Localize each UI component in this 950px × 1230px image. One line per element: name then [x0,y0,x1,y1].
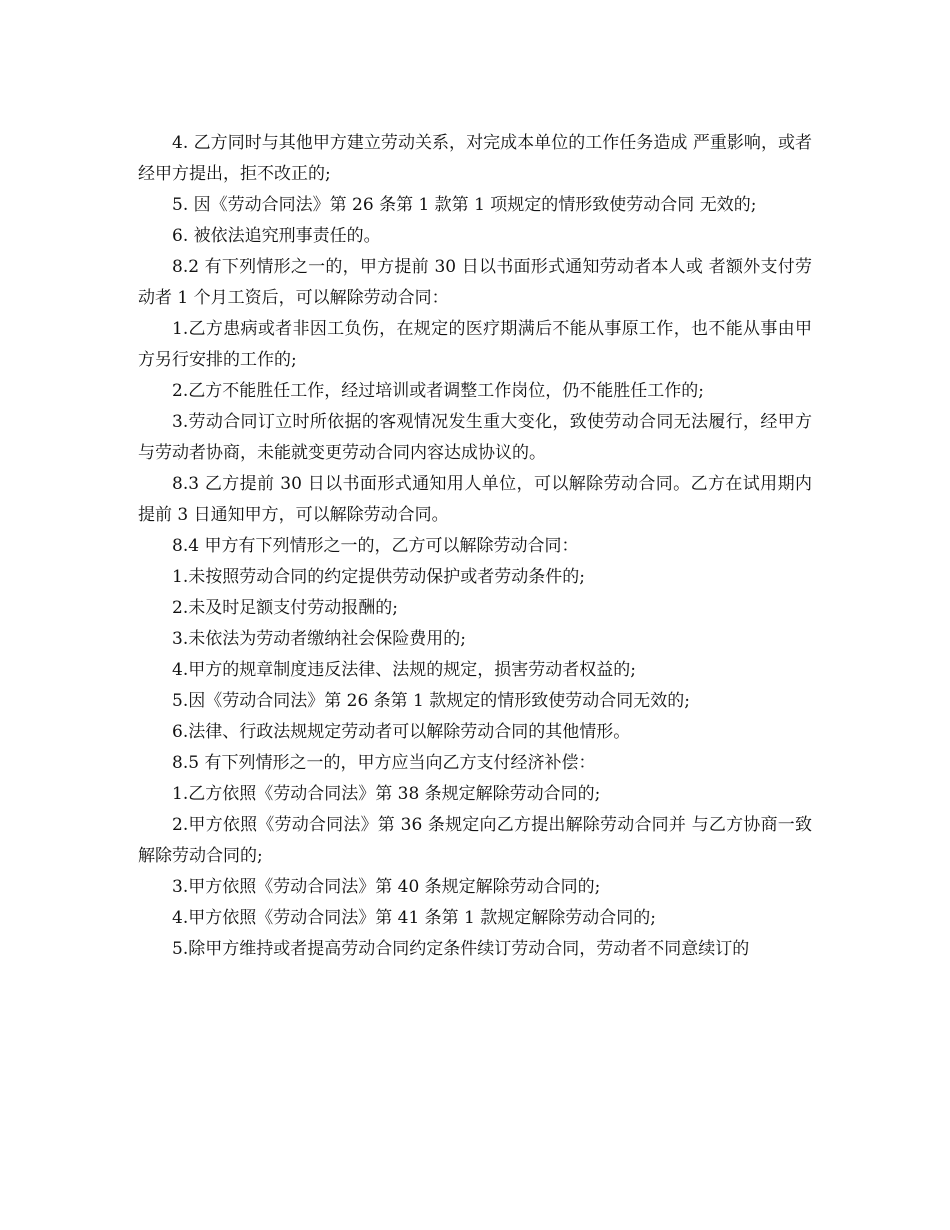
clause-8-5-item-2: 2.甲方依照《劳动合同法》第 36 条规定向乙方提出解除劳动合同并 与乙方协商一致解除劳动合同的; [138,815,812,866]
clause-8-2-item-1: 1.乙方患病或者非因工负伤，在规定的医疗期满后不能从事原工作，也不能从事由甲方另行安排的工作的; [138,319,812,370]
clause-8-4-item-4: 4.甲方的规章制度违反法律、法规的规定，损害劳动者权益的; [172,660,636,680]
clause-8-4-item-1: 1.未按照劳动合同的约定提供劳动保护或者劳动条件的; [172,567,585,587]
clause-8-5-item-3: 3.甲方依照《劳动合同法》第 40 条规定解除劳动合同的; [172,877,601,897]
clause-8-2: 8.2 有下列情形之一的，甲方提前 30 日以书面形式通知劳动者本人或 者额外支付劳动者 1 个月工资后，可以解除劳动合同： [138,257,812,308]
clause-8-2-item-3: 3.劳动合同订立时所依据的客观情况发生重大变化，致使劳动合同无法履行，经甲方与劳动者协商，未能就变更劳动合同内容达成协议的。 [138,412,812,463]
clause-8-3: 8.3 乙方提前 30 日以书面形式通知用人单位，可以解除劳动合同。乙方在试用期内提前 3 日通知甲方，可以解除劳动合同。 [138,474,812,525]
clause-8-4-item-2: 2.未及时足额支付劳动报酬的; [172,598,398,618]
clause-8-5-item-5: 5.除甲方维持或者提高劳动合同约定条件续订劳动合同，劳动者不同意续订的 [172,939,750,959]
paragraph-5-contract-invalid: 5. 因《劳动合同法》第 26 条第 1 款第 1 项规定的情形致使劳动合同 无效的; [172,195,757,215]
clause-8-2-item-2: 2.乙方不能胜任工作，经过培训或者调整工作岗位，仍不能胜任工作的; [172,381,704,401]
document-body [138,128,812,965]
paragraph-6-criminal-liability: 6. 被依法追究刑事责任的。 [172,226,381,246]
clause-8-4: 8.4 甲方有下列情形之一的，乙方可以解除劳动合同： [172,536,579,556]
clause-8-4-item-6: 6.法律、行政法规规定劳动者可以解除劳动合同的其他情形。 [172,722,631,742]
clause-8-5: 8.5 有下列情形之一的，甲方应当向乙方支付经济补偿： [172,753,596,773]
clause-8-5-item-4: 4.甲方依照《劳动合同法》第 41 条第 1 款规定解除劳动合同的; [172,908,657,928]
paragraph-4-concurrent-employment: 4. 乙方同时与其他甲方建立劳动关系，对完成本单位的工作任务造成 严重影响，或者经甲方提出，拒不改正的; [138,133,812,184]
clause-8-4-item-5: 5.因《劳动合同法》第 26 条第 1 款规定的情形致使劳动合同无效的; [172,691,691,711]
clause-8-5-item-1: 1.乙方依照《劳动合同法》第 38 条规定解除劳动合同的; [172,784,601,804]
clause-8-4-item-3: 3.未依法为劳动者缴纳社会保险费用的; [172,629,466,649]
